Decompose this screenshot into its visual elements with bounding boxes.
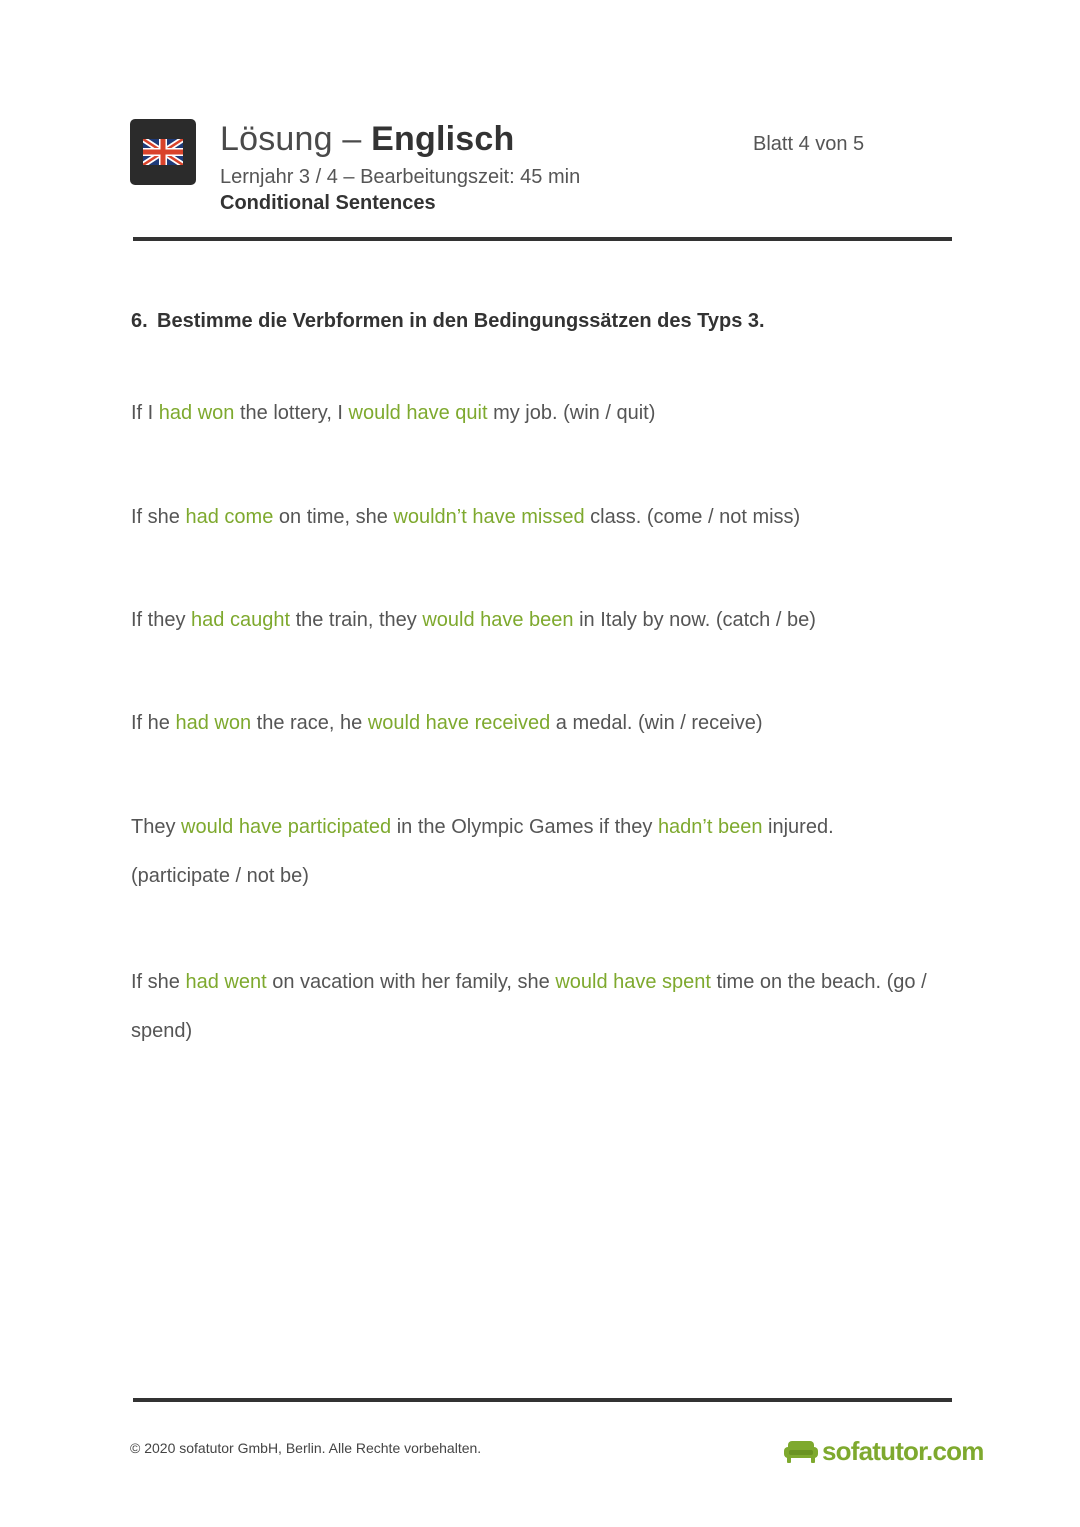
page-title — [220, 120, 514, 159]
worksheet-subtitle: Lernjahr 3 / 4 – Bearbeitungszeit: 45 min — [220, 166, 581, 188]
sofatutor-logo[interactable] — [784, 1433, 984, 1469]
answer-verb: would have quit — [348, 402, 488, 424]
sentence-text: If they — [131, 609, 192, 631]
answer-verb: had went — [185, 971, 267, 993]
answer-verb: would have spent — [555, 971, 711, 993]
sentence-text: in the Olympic Games if they — [391, 816, 658, 838]
brand-name: sofatutor.com — [822, 1435, 984, 1466]
sentence-text: They — [131, 816, 182, 838]
sentence-text: injured. (participate / not be) — [131, 816, 834, 887]
answer-verb: had won — [158, 402, 235, 424]
sentence-text: If she — [131, 971, 186, 993]
sentence-text: on time, she — [273, 506, 394, 528]
footer-divider — [133, 1398, 952, 1402]
sentence-text: time on the beach. (go / spend) — [131, 971, 927, 1042]
sentence-text: a medal. (win / receive) — [550, 712, 763, 734]
worksheet-topic: Conditional Sentences — [220, 192, 436, 214]
sentence-text: the lottery, I — [234, 402, 349, 424]
sentence-3 — [131, 596, 961, 645]
sentence-text: the train, they — [290, 609, 423, 631]
sentence-text: on vacation with her family, she — [266, 971, 556, 993]
task-number: 6. — [131, 310, 148, 332]
answer-verb: would have participated — [181, 816, 392, 838]
answer-verb: had come — [185, 506, 274, 528]
sofa-icon — [784, 1437, 818, 1465]
title-subject: Englisch — [371, 120, 515, 158]
answer-verb: had won — [175, 712, 252, 734]
sentence-2 — [131, 493, 961, 542]
sentence-text: If I — [131, 402, 159, 424]
sentence-text: my job. (win / quit) — [487, 402, 656, 424]
task-instruction — [131, 310, 765, 333]
title-prefix: Lösung – — [220, 120, 372, 158]
sentence-text: in Italy by now. (catch / be) — [573, 609, 816, 631]
sentence-text: class. (come / not miss) — [584, 506, 801, 528]
sentence-6 — [131, 958, 941, 1056]
sentence-1 — [131, 389, 961, 438]
task-text: Bestimme die Verbformen in den Bedingungssätzen des Typs 3. — [157, 310, 765, 332]
answer-verb: wouldn’t have missed — [393, 506, 585, 528]
answer-verb: had caught — [191, 609, 291, 631]
answer-verb: would have received — [367, 712, 551, 734]
header-divider — [133, 237, 952, 241]
answer-verb: hadn’t been — [657, 816, 763, 838]
answer-verb: would have been — [422, 609, 574, 631]
sentence-text: If she — [131, 506, 186, 528]
sheet-number: Blatt 4 von 5 — [753, 133, 865, 155]
sentence-text: the race, he — [251, 712, 368, 734]
sentence-4 — [131, 699, 961, 748]
sentence-text: If he — [131, 712, 176, 734]
uk-flag-icon — [130, 119, 196, 185]
sentence-5 — [131, 803, 851, 901]
copyright-notice: © 2020 sofatutor GmbH, Berlin. Alle Rechte vorbehalten. — [130, 1440, 482, 1456]
